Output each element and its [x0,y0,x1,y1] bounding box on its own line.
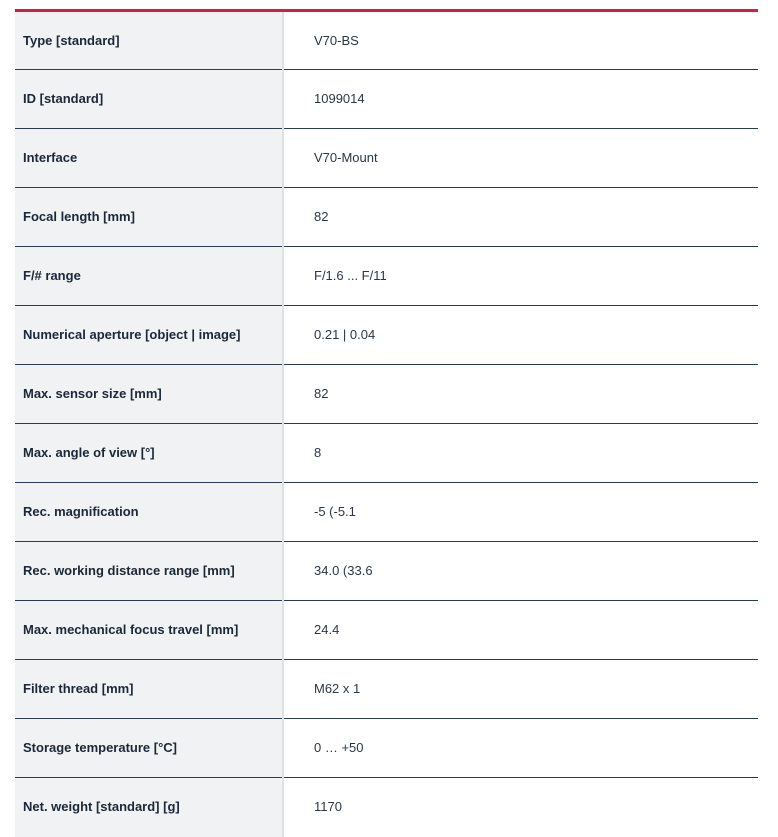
spec-value: 1099014 [283,70,758,129]
spec-value: M62 x 1 [283,660,758,719]
spec-label: Max. mechanical focus travel [mm] [15,601,283,660]
spec-label: Focal length [mm] [15,188,283,247]
spec-table [15,9,758,837]
spec-label: Interface [15,129,283,188]
spec-label: Storage temperature [°C] [15,719,283,778]
spec-value: V70-Mount [283,129,758,188]
spec-value: -5 (-5.1 [283,483,758,542]
spec-label: Rec. magnification [15,483,283,542]
spec-value: 8 [283,424,758,483]
spec-row-id [15,70,758,129]
spec-row-net-weight [15,778,758,837]
spec-value: V70-BS [283,11,758,70]
spec-label: Numerical aperture [object | image] [15,306,283,365]
spec-label: F/# range [15,247,283,306]
spec-value: F/1.6 ... F/11 [283,247,758,306]
spec-value: 0.21 | 0.04 [283,306,758,365]
spec-row-numerical-aperture [15,306,758,365]
spec-row-type [15,11,758,70]
spec-label: Filter thread [mm] [15,660,283,719]
spec-row-interface [15,129,758,188]
spec-label: Max. angle of view [°] [15,424,283,483]
spec-row-max-sensor-size [15,365,758,424]
spec-value: 82 [283,365,758,424]
spec-label: Max. sensor size [mm] [15,365,283,424]
spec-label: Net. weight [standard] [g] [15,778,283,837]
spec-row-rec-working-distance [15,542,758,601]
spec-label: Rec. working distance range [mm] [15,542,283,601]
spec-row-filter-thread [15,660,758,719]
spec-value: 0 … +50 [283,719,758,778]
spec-row-storage-temperature [15,719,758,778]
spec-row-max-focus-travel [15,601,758,660]
spec-value: 34.0 (33.6 [283,542,758,601]
spec-value: 24.4 [283,601,758,660]
spec-row-rec-magnification [15,483,758,542]
spec-label: ID [standard] [15,70,283,129]
spec-value: 82 [283,188,758,247]
spec-label: Type [standard] [15,11,283,70]
spec-value: 1170 [283,778,758,837]
spec-row-f-range [15,247,758,306]
spec-row-max-angle-of-view [15,424,758,483]
spec-row-focal-length [15,188,758,247]
